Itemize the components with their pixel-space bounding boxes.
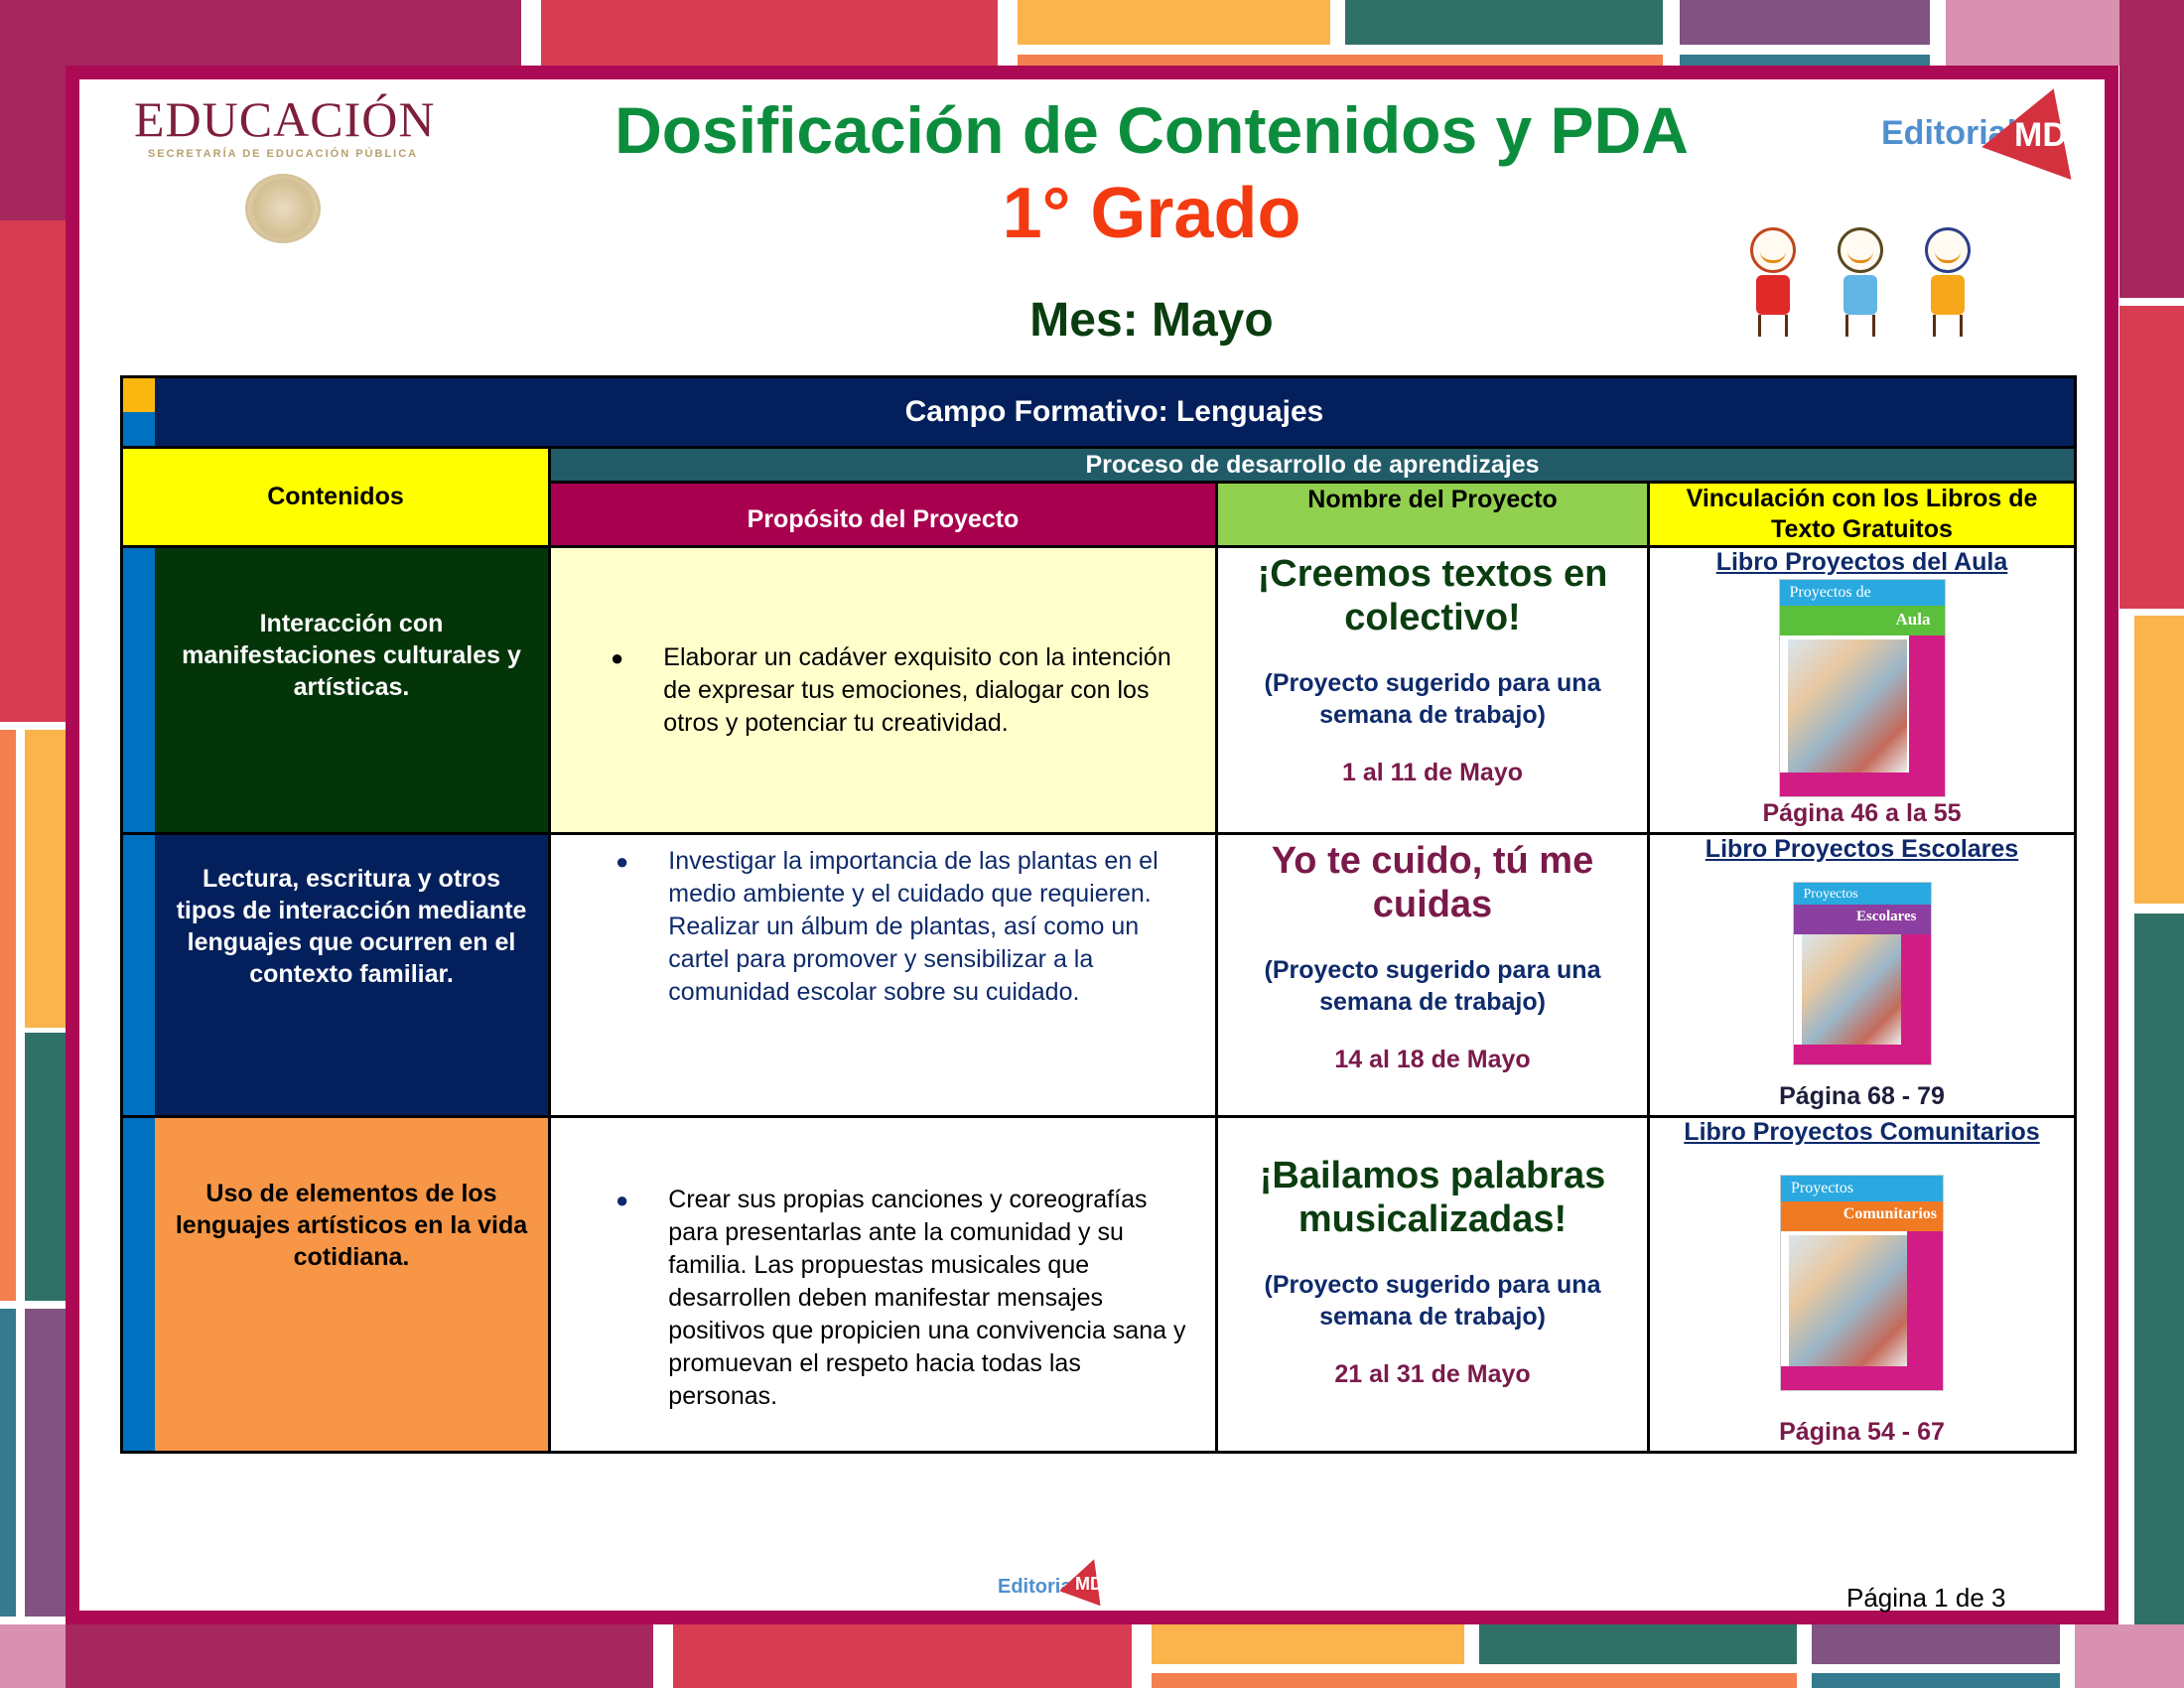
sep-logo (134, 91, 436, 243)
proposito-text: Investigar la importancia de las plantas en el medio ambiente y el cuidado que requieren. Realizar un álbum de plantas, así como un cartel para promover y sensibilizar a la comunidad escolar sobre su cuidado. (668, 847, 1159, 1006)
book-cover-image (1780, 1175, 1944, 1391)
header-nombre (1215, 481, 1647, 545)
book-cover-subtitle: Aula (1895, 610, 1931, 629)
children-illustration (1732, 223, 1995, 343)
row-stripe (123, 545, 155, 832)
vinculacion-cell (1647, 832, 2074, 1115)
grade-title: 1° Grado (1002, 174, 1301, 253)
header-proposito (548, 481, 1215, 545)
vinculacion-cell (1647, 1115, 2074, 1451)
child-figure-icon (1732, 223, 1812, 343)
month-title: Mes: Mayo (1029, 294, 1274, 347)
contenido-cell (155, 832, 548, 1115)
header-nombre-label: Nombre del Proyecto (1307, 486, 1558, 513)
contenido-text: Interacción con manifestaciones culturales y artísticas. (182, 610, 521, 701)
proposito-text: Elaborar un cadáver exquisito con la intención de expresar tus emociones, dialogar con los otros y potenciar tu creatividad. (663, 642, 1171, 737)
sep-logo-title: EDUCACIÓN (134, 91, 436, 147)
proposito-cell (548, 832, 1215, 1115)
book-pages: Página 54 - 67 (1779, 1418, 1945, 1446)
bg-tile (66, 1624, 653, 1688)
bg-tile (2075, 1624, 2184, 1688)
content-table (120, 375, 2077, 1454)
header-accent-orange (123, 378, 155, 412)
book-link[interactable]: Libro Proyectos del Aula (1715, 548, 2008, 576)
bullet-icon: ● (615, 1188, 629, 1212)
project-suggestion: (Proyecto sugerido para una semana de trabajo) (1264, 669, 1601, 729)
bullet-icon: ● (615, 849, 629, 874)
footer-editorial-md-logo (998, 1554, 1127, 1604)
bg-tile (25, 1309, 66, 1617)
bg-tile (0, 1309, 16, 1617)
book-cover-title: Proyectos de (1789, 584, 1871, 601)
child-figure-icon (1907, 223, 1986, 343)
bg-tile (0, 220, 66, 722)
editorial-logo-mark: MD (2014, 116, 2067, 154)
header-vinculacion (1647, 481, 2074, 545)
book-cover-title: Proyectos (1803, 886, 1858, 902)
book-cover-title: Proyectos (1791, 1179, 1854, 1196)
book-cover-image (1793, 882, 1932, 1065)
proposito-bullet (615, 1184, 1195, 1413)
row-stripe (123, 1115, 155, 1451)
contenido-text: Uso de elementos de los lenguajes artísticos en la vida cotidiana. (175, 1180, 528, 1271)
campo-formativo-header (155, 378, 2074, 446)
row-stripe (123, 832, 155, 1115)
bg-tile (25, 1033, 66, 1301)
header-proceso (548, 446, 2074, 481)
bg-tile (1812, 1673, 2060, 1688)
bg-tile (2134, 914, 2184, 1628)
proposito-text: Crear sus propias canciones y coreografías para presentarlas ante la comunidad y su familia. Las propuestas musicales que desarrollen deben manifestar mensajes positivos que propicien una convivencia sana y promuevan el respeto hacia todas las personas. (668, 1186, 1186, 1410)
bg-tile (0, 0, 521, 66)
project-suggestion: (Proyecto sugerido para una semana de trabajo) (1264, 1271, 1601, 1331)
header-contenidos-label: Contenidos (267, 483, 404, 510)
proposito-cell (548, 545, 1215, 832)
bg-tile (1680, 0, 1930, 45)
bg-tile (1479, 1624, 1797, 1664)
bg-tile (1018, 55, 1663, 66)
project-name: ¡Bailamos palabras musicalizadas! (1259, 1155, 1606, 1240)
nombre-cell (1215, 832, 1647, 1115)
proposito-bullet (615, 845, 1195, 1009)
header-proceso-label: Proceso de desarrollo de aprendizajes (1085, 450, 1540, 479)
project-name: ¡Creemos textos en colectivo! (1257, 553, 1608, 638)
proposito-bullet (611, 641, 1195, 740)
project-name: Yo te cuido, tú me cuidas (1271, 840, 1594, 925)
contenido-cell (155, 545, 548, 832)
project-suggestion: (Proyecto sugerido para una semana de trabajo) (1264, 956, 1601, 1016)
bg-tile (0, 730, 16, 1301)
book-link[interactable]: Libro Proyectos Escolares (1705, 835, 2019, 863)
bg-tile (2134, 616, 2184, 904)
bg-tile (25, 730, 66, 1028)
page-number: Página 1 de 3 (1846, 1583, 2006, 1613)
bg-tile (1152, 1624, 1464, 1664)
bg-tile (1345, 0, 1663, 45)
bg-tile (1812, 1624, 2060, 1664)
book-cover-image (1779, 579, 1946, 797)
bg-tile (541, 0, 998, 66)
book-cover-subtitle: Escolares (1855, 908, 1917, 924)
bg-tile (673, 1624, 1132, 1688)
nombre-cell (1215, 1115, 1647, 1451)
bg-tile (1018, 0, 1330, 45)
bg-tile (1680, 55, 1930, 66)
nombre-cell (1215, 545, 1647, 832)
footer-logo-text: Editorial (998, 1576, 1078, 1598)
vinculacion-cell (1647, 545, 2074, 832)
project-dates: 14 al 18 de Mayo (1334, 1046, 1531, 1073)
bullet-icon: ● (611, 644, 624, 670)
bg-tile (0, 1624, 66, 1688)
editorial-logo-text: Editorial (1881, 114, 2017, 152)
bg-tile (2119, 306, 2184, 609)
project-dates: 21 al 31 de Mayo (1334, 1360, 1531, 1388)
header-proposito-label: Propósito del Proyecto (747, 504, 1020, 533)
contenido-cell (155, 1115, 548, 1451)
mexico-seal-icon (245, 174, 321, 243)
campo-formativo-label: Campo Formativo: Lenguajes (904, 395, 1324, 428)
proposito-cell (548, 1115, 1215, 1451)
header-vinculacion-label: Vinculación con los Libros de Texto Gratuitos (1686, 485, 2038, 543)
editorial-md-logo (1881, 84, 2100, 174)
sep-logo-subtitle: SECRETARÍA DE EDUCACIÓN PÚBLICA (147, 148, 419, 160)
bg-tile (2119, 0, 2184, 298)
contenido-text: Lectura, escritura y otros tipos de interacción mediante lenguajes que ocurren en el contexto familiar. (176, 865, 527, 988)
book-pages: Página 68 - 79 (1779, 1082, 1945, 1110)
header-contenidos (123, 446, 548, 545)
footer-logo-mark: MD (1075, 1574, 1103, 1594)
book-cover-subtitle: Comunitarios (1843, 1204, 1937, 1222)
project-dates: 1 al 11 de Mayo (1341, 759, 1524, 786)
bg-tile (1946, 0, 2119, 66)
header-accent-blue (123, 412, 155, 446)
book-link[interactable]: Libro Proyectos Comunitarios (1684, 1118, 2040, 1146)
page-title: Dosificación de Contenidos y PDA (614, 93, 1689, 167)
book-pages: Página 46 a la 55 (1762, 799, 1962, 827)
bg-tile (1152, 1673, 1797, 1688)
child-figure-icon (1820, 223, 1899, 343)
